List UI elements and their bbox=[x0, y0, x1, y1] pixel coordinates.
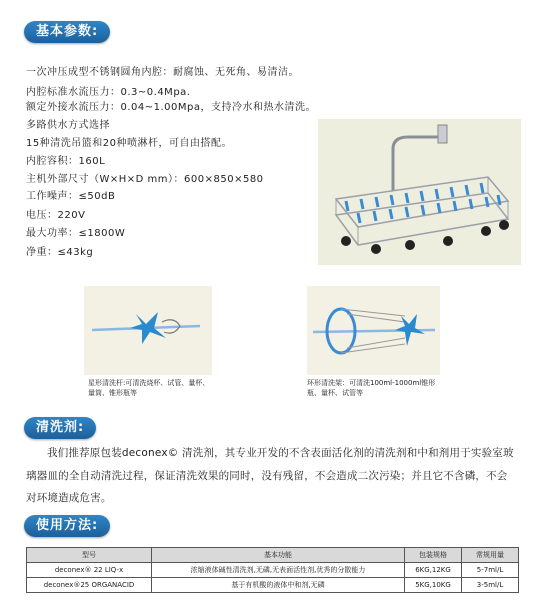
col-dosage: 常规用量 bbox=[462, 548, 519, 563]
col-model: 型号 bbox=[27, 548, 152, 563]
params-section-title: 基本参数: bbox=[24, 21, 110, 43]
spec-line-9: 电压：220V bbox=[26, 210, 86, 221]
spec-line-6: 内腔容积：160L bbox=[26, 156, 106, 167]
cell-package: 5KG,10KG bbox=[405, 578, 462, 593]
cell-model: deconex® 22 LIQ-x bbox=[27, 563, 152, 578]
star-rack-caption: 星形清洗杆:可清洗烧杯、试管、量杯、量筒、锥形瓶等 bbox=[88, 379, 210, 397]
spec-line-8: 工作噪声：≤50dB bbox=[26, 191, 116, 202]
usage-section-title: 使用方法: bbox=[24, 515, 110, 537]
basket-rack-photo bbox=[318, 119, 521, 265]
table-header-row bbox=[27, 548, 519, 563]
product-table bbox=[26, 547, 519, 593]
ring-rack-caption: 环形清洗架：可清洗100ml-1000ml锥形瓶、量杯、试管等 bbox=[307, 379, 436, 397]
table-row bbox=[27, 578, 519, 593]
spec-line-3: 额定外接水流压力：0.04~1.00Mpa，支持冷水和热水清洗。 bbox=[26, 102, 317, 113]
spec-line-5: 15种清洗吊篮和20种喷淋杆，可自由搭配。 bbox=[26, 138, 232, 149]
ring-rack-photo bbox=[307, 286, 440, 375]
spec-line-1: 一次冲压成型不锈钢圆角内腔：耐腐蚀、无死角、易清洁。 bbox=[26, 67, 299, 78]
spec-line-10: 最大功率：≤1800W bbox=[26, 228, 126, 239]
star-rack-photo bbox=[84, 286, 212, 375]
col-function: 基本功能 bbox=[152, 548, 405, 563]
spec-line-11: 净重：≤43kg bbox=[26, 247, 94, 258]
col-package: 包装规格 bbox=[405, 548, 462, 563]
cleaner-paragraph: 我们推荐原包装deconex© 清洗剂，其专业开发的不含表面活化剂的清洗剂和中和剂用于实验室玻璃器皿的全自动清洗过程，保证清洗效果的同时，没有残留，不会造成二次污染；并且它不含磷，不会对环境造成危害。 bbox=[26, 447, 514, 504]
cell-dosage: 3-5ml/L bbox=[462, 578, 519, 593]
table-row bbox=[27, 563, 519, 578]
cell-function: 基于有机酸的液体中和剂,无磷 bbox=[152, 578, 405, 593]
spec-line-7: 主机外部尺寸（W×H×D mm）：600×850×580 bbox=[26, 174, 264, 185]
cell-package: 6KG,12KG bbox=[405, 563, 462, 578]
spec-line-2: 内腔标准水流压力：0.3~0.4Mpa. bbox=[26, 87, 191, 98]
cleaner-section-title: 清洗剂: bbox=[24, 417, 96, 439]
cell-model: deconex®25 ORGANACID bbox=[27, 578, 152, 593]
spec-line-4: 多路供水方式选择 bbox=[26, 120, 110, 131]
cell-dosage: 5-7ml/L bbox=[462, 563, 519, 578]
cell-function: 浓缩液体碱性清洗剂,无磷,无表面活性剂,优秀的分散能力 bbox=[152, 563, 405, 578]
